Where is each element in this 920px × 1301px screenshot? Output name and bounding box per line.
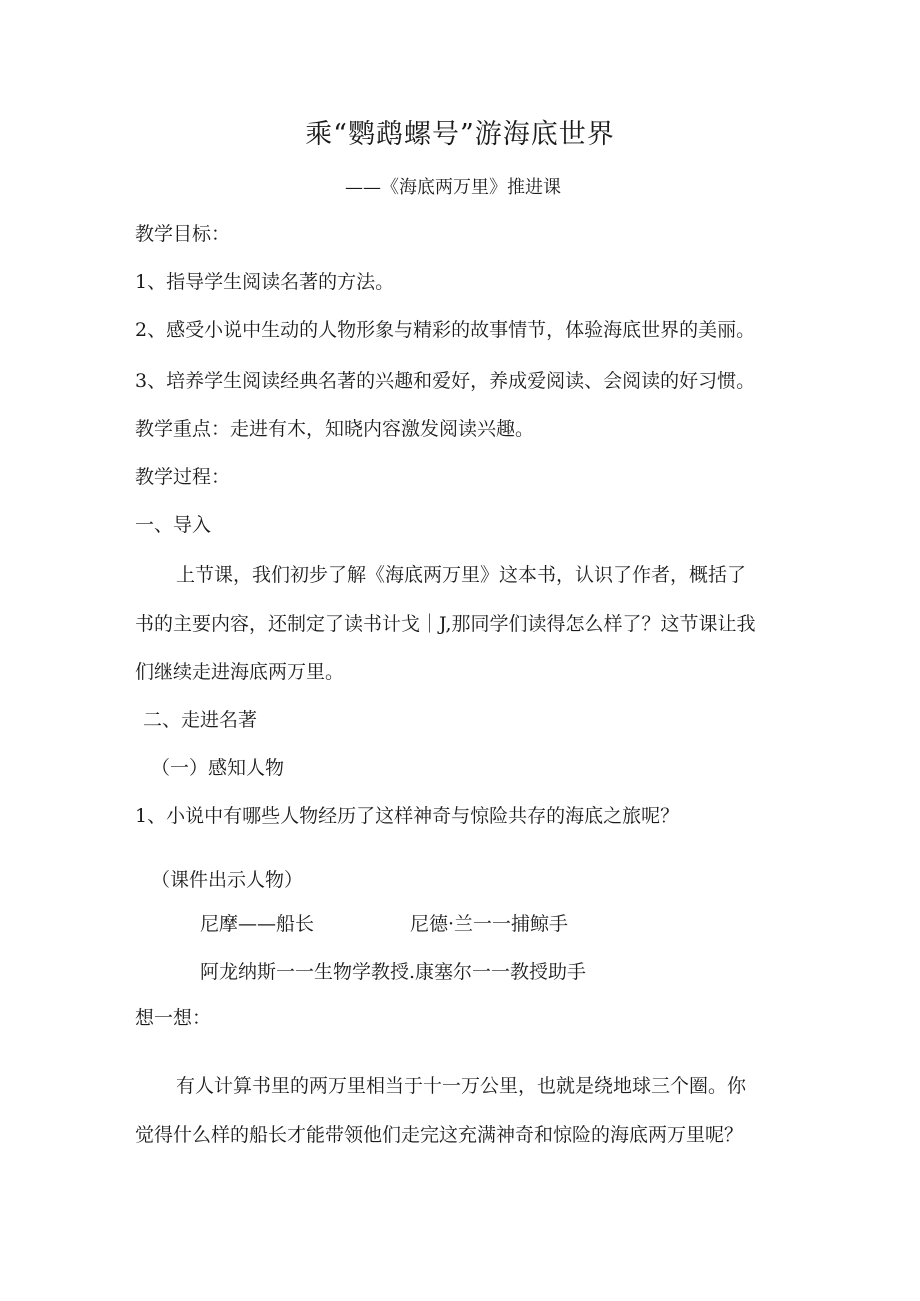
objective-item: 2、感受小说中生动的人物形象与精彩的故事情节，体验海底世界的美丽。	[135, 319, 756, 341]
objective-item: 3、培养学生阅读经典名著的兴趣和爱好，养成爱阅读、会阅读的好习惯。	[135, 370, 756, 392]
character-nemo: 尼摩——船长	[200, 913, 315, 935]
courseware-note: （课件出示人物）	[151, 869, 304, 891]
intro-line: 上节课，我们初步了解《海底两万里》这本书，认识了作者，概括了	[176, 564, 747, 586]
character-aronnax-conseil: 阿龙纳斯一一生物学教授.康塞尔一一教授助手	[200, 961, 587, 983]
question-1: 1、小说中有哪些人物经历了这样神奇与惊险共存的海底之旅呢？	[135, 805, 680, 827]
think-line: 觉得什么样的船长才能带领他们走完这充满神奇和惊险的海底两万里呢？	[135, 1124, 744, 1146]
subsection1-heading: （一）感知人物	[151, 757, 285, 779]
intro-line: 书的主要内容，还制定了读书计戈｜J,那同学们读得怎么样了？这节课让我	[135, 613, 756, 635]
section2-heading: 二、走进名著	[143, 709, 258, 731]
character-ned-land: 尼德·兰一一捕鲸手	[410, 913, 569, 935]
page-title: 乘“鹦鹉螺号”游海底世界	[305, 119, 615, 150]
section1-heading: 一、导入	[135, 514, 212, 536]
objectives-heading: 教学目标：	[135, 223, 231, 245]
think-line: 有人计算书里的两万里相当于十一万公里，也就是绕地球三个圈。你	[176, 1075, 747, 1097]
process-heading: 教学过程：	[135, 466, 231, 488]
intro-line: 们继续走进海底两万里。	[135, 661, 345, 683]
page-subtitle: ——《海底两万里》推进课	[345, 177, 561, 198]
think-heading: 想一想：	[135, 1007, 212, 1029]
objective-item: 1、指导学生阅读名著的方法。	[135, 271, 395, 293]
key-point: 教学重点：走进有木，知晓内容激发阅读兴趣。	[135, 418, 535, 440]
